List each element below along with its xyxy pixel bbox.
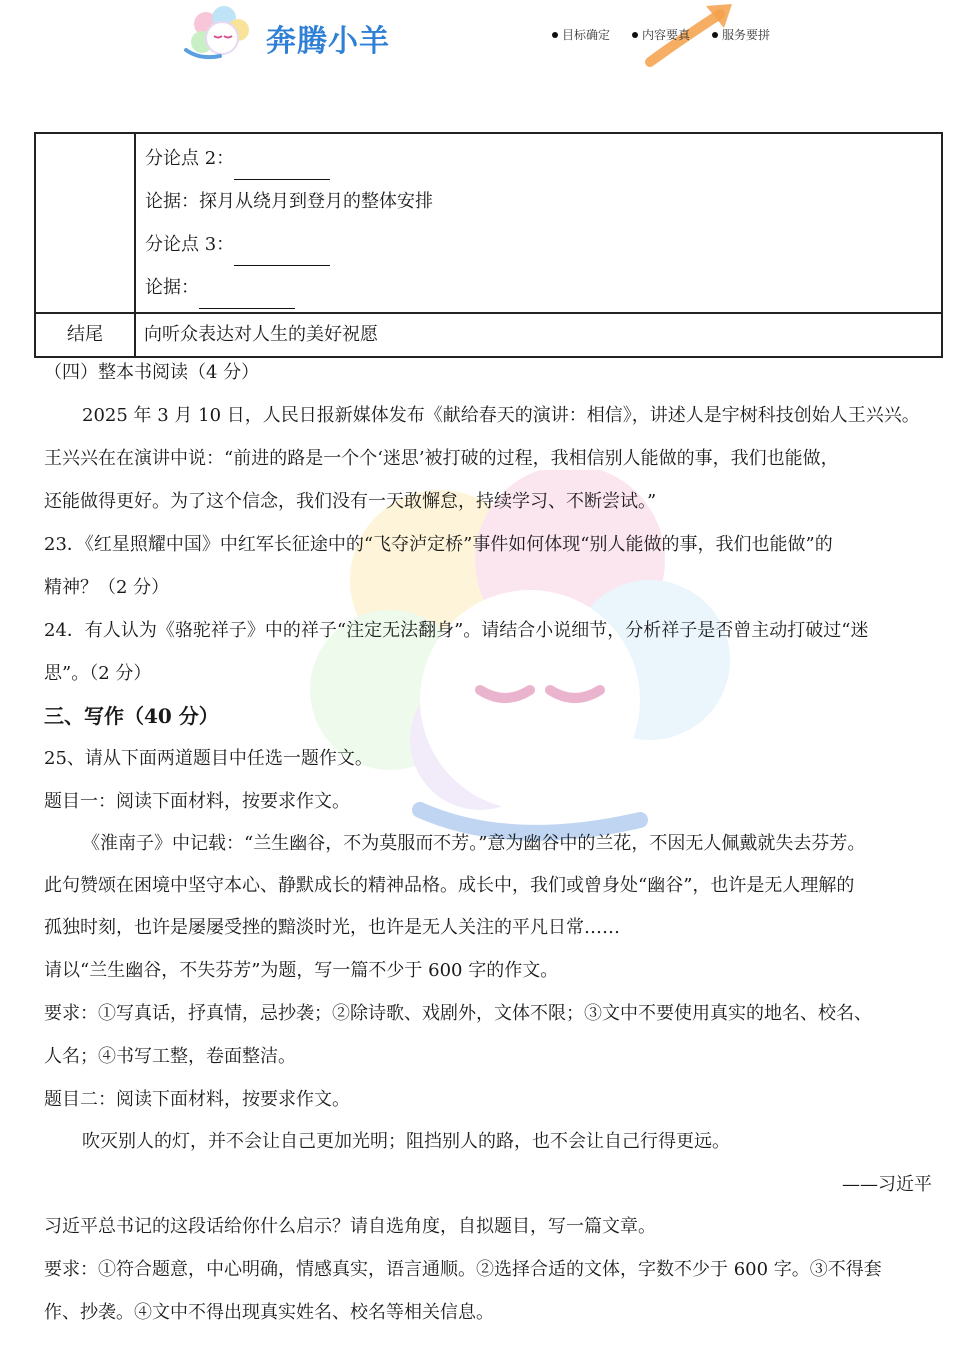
topic2-requirements-line: 要求：①符合题意，中心明确，情感真实，语言通顺。②选择合适的文体，字数不少于 600 字。③不得套	[44, 1259, 882, 1280]
topic2-prompt: 习近平总书记的这段话给你什么启示？请自选角度，自拟题目，写一篇文章。	[44, 1216, 656, 1237]
topic1-title: 题目一：阅读下面材料，按要求作文。	[44, 791, 350, 812]
end-label: 结尾	[35, 313, 135, 357]
material-line: 王兴兴在在演讲中说：“前进的路是一个个‘迷思’被打破的过程，我相信别人能做的事，我们也能做，	[44, 448, 839, 469]
table-cell-body	[135, 133, 942, 313]
topic1-material-line: 孤独时刻，也许是屡屡受挫的黯淡时光，也许是无人关注的平凡日常……	[44, 917, 620, 938]
sub-argument-line: 分论点 3：	[137, 223, 940, 266]
table-cell-empty	[35, 133, 135, 313]
table-row	[35, 313, 942, 357]
bullet-icon	[632, 32, 638, 38]
question-24-line: 思”。（2 分）	[44, 663, 152, 684]
quote-attribution: ——习近平	[842, 1174, 932, 1195]
material-line: 还能做得更好。为了这个信念，我们没有一天敢懈怠，持续学习、不断尝试。”	[44, 491, 657, 512]
speech-outline-table	[34, 132, 943, 358]
topic1-requirements-line: 要求：①写真话，抒真情，忌抄袭；②除诗歌、戏剧外，文体不限；③文中不要使用真实的地名、校名、	[44, 1003, 872, 1024]
bullet-icon	[712, 32, 718, 38]
evidence-line: 论据：	[137, 266, 940, 309]
topic1-prompt: 请以“兰生幽谷，不失芬芳”为题，写一篇不少于 600 字的作文。	[44, 960, 559, 981]
bullet-icon	[552, 32, 558, 38]
header-tag: 内容要真	[632, 26, 690, 43]
answer-blank[interactable]	[234, 241, 330, 266]
writing-heading: 三、写作（40 分）	[44, 704, 219, 728]
header-tag: 服务要拼	[712, 26, 770, 43]
topic1-requirements-line: 人名；④书写工整，卷面整洁。	[44, 1046, 296, 1067]
sheep-logo-icon	[182, 4, 260, 66]
topic1-material-line: 此句赞颂在困境中坚守本心、静默成长的精神品格。成长中，我们或曾身处“幽谷”，也许是无人理解的	[44, 875, 855, 896]
answer-blank[interactable]	[199, 284, 295, 309]
table-row	[35, 133, 942, 313]
section4-heading: （四）整本书阅读（4 分）	[44, 362, 260, 383]
brand-logo	[182, 4, 402, 66]
question-23-line: 23．《红星照耀中国》中红军长征途中的“飞夺泸定桥”事件如何体现“别人能做的事，我们也能做”的	[44, 534, 833, 555]
page-header	[0, 0, 980, 100]
material-line: 2025 年 3 月 10 日，人民日报新媒体发布《献给春天的演讲：相信》，讲述人是宇树科技创始人王兴兴。	[82, 405, 920, 426]
topic2-title: 题目二：阅读下面材料，按要求作文。	[44, 1089, 350, 1110]
evidence-line: 论据：探月从绕月到登月的整体安排	[145, 191, 433, 212]
header-tag: 目标确定	[552, 26, 610, 43]
end-text: 向听众表达对人生的美好祝愿	[135, 313, 942, 357]
topic2-requirements-line: 作、抄袭。④文中不得出现真实姓名、校名等相关信息。	[44, 1302, 494, 1323]
header-tags	[552, 26, 792, 43]
answer-blank[interactable]	[234, 155, 330, 180]
topic2-quote: 吹灭别人的灯，并不会让自己更加光明；阻挡别人的路，也不会让自己行得更远。	[82, 1131, 730, 1152]
question-25: 25、请从下面两道题目中任选一题作文。	[44, 748, 373, 769]
question-23-line: 精神？（2 分）	[44, 577, 170, 598]
sub-argument-line: 分论点 2：	[137, 137, 940, 180]
topic1-material-line: 《淮南子》中记载：“兰生幽谷，不为莫服而不芳。”意为幽谷中的兰花，不因无人佩戴就失去芬芳。	[82, 833, 866, 854]
question-24-line: 24．有人认为《骆驼祥子》中的祥子“注定无法翻身”。请结合小说细节，分析祥子是否曾主动打破过“迷	[44, 620, 869, 641]
brand-name: 奔腾小羊	[266, 24, 390, 59]
